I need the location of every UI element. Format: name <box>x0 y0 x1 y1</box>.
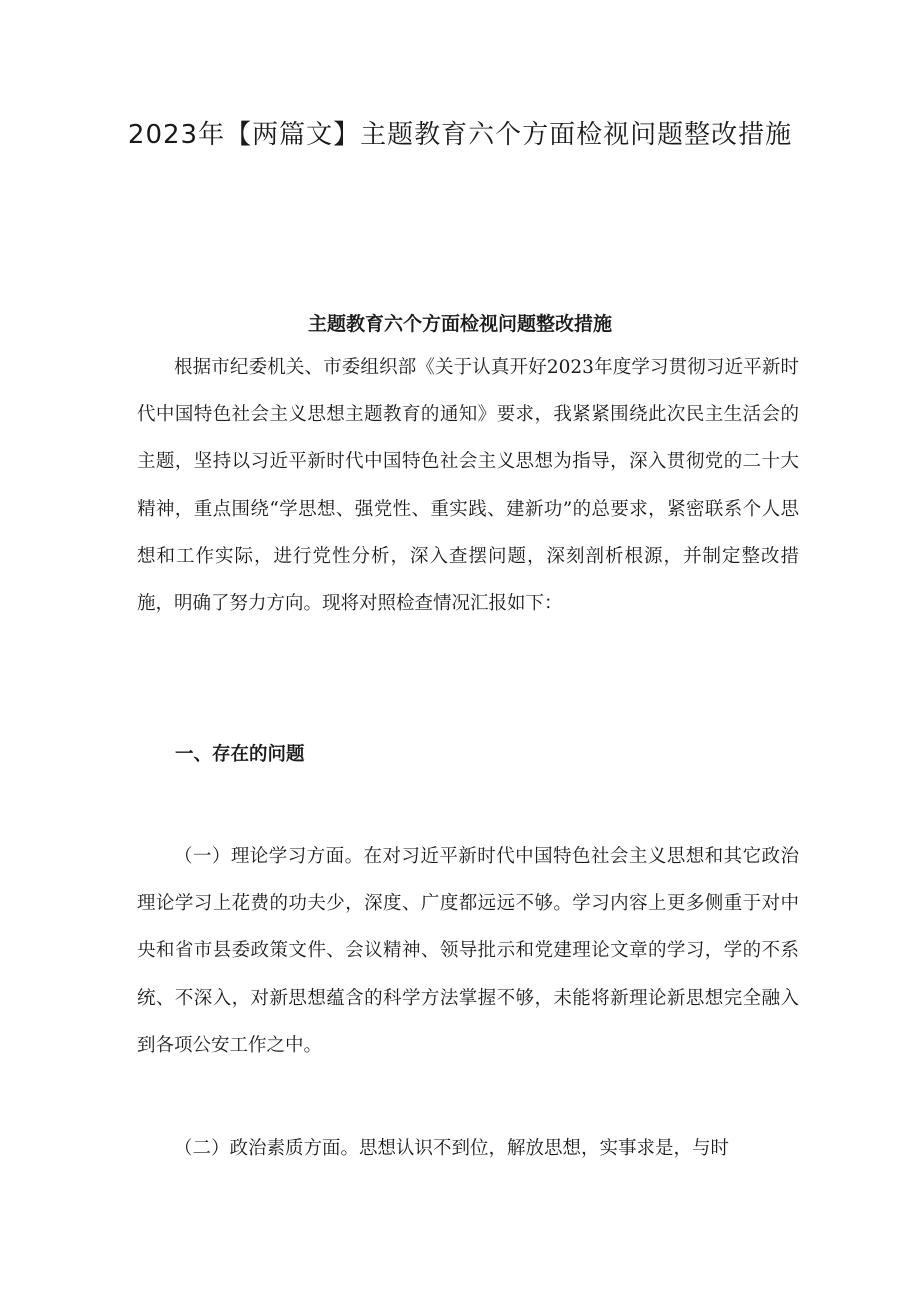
item-two-paragraph: （二）政治素质方面。思想认识不到位，解放思想，实事求是，与时 <box>174 1138 730 1159</box>
part-one-heading: 一、存在的问题 <box>175 744 305 765</box>
intro-paragraph: 根据市纪委机关、市委组织部《关于认真开好2023年度学习贯彻习近平新时代中国特色社会主义思想主题教育的通知》要求，我紧紧围绕此次民主生活会的主题，坚持以习近平新时代中国特色社会主义思想为指导，深入贯彻党的二十大精神，重点围绕“学思想、强党性、重实践、建新功”的总要求，紧密联系个人思想和工作实际，进行党性分析，深入查摆问题，深刻剖析根源，并制定整改措施，明确了努力方向。现将对照检查情况汇报如下： <box>137 357 799 615</box>
item-one-paragraph: （一）理论学习方面。在对习近平新时代中国特色社会主义思想和其它政治理论学习上花费的功夫少，深度、广度都远远不够。学习内容上更多侧重于对中央和省市县委政策文件、会议精神、领导批示和党建理论文章的学习，学的不系统、不深入，对新思想蕴含的科学方法掌握不够，未能将新理论新思想完全融入到各项公安工作之中。 <box>137 846 799 1056</box>
section-heading: 主题教育六个方面检视问题整改措施 <box>307 313 612 335</box>
document-title: 2023年【两篇文】主题教育六个方面检视问题整改措施 <box>127 120 793 150</box>
